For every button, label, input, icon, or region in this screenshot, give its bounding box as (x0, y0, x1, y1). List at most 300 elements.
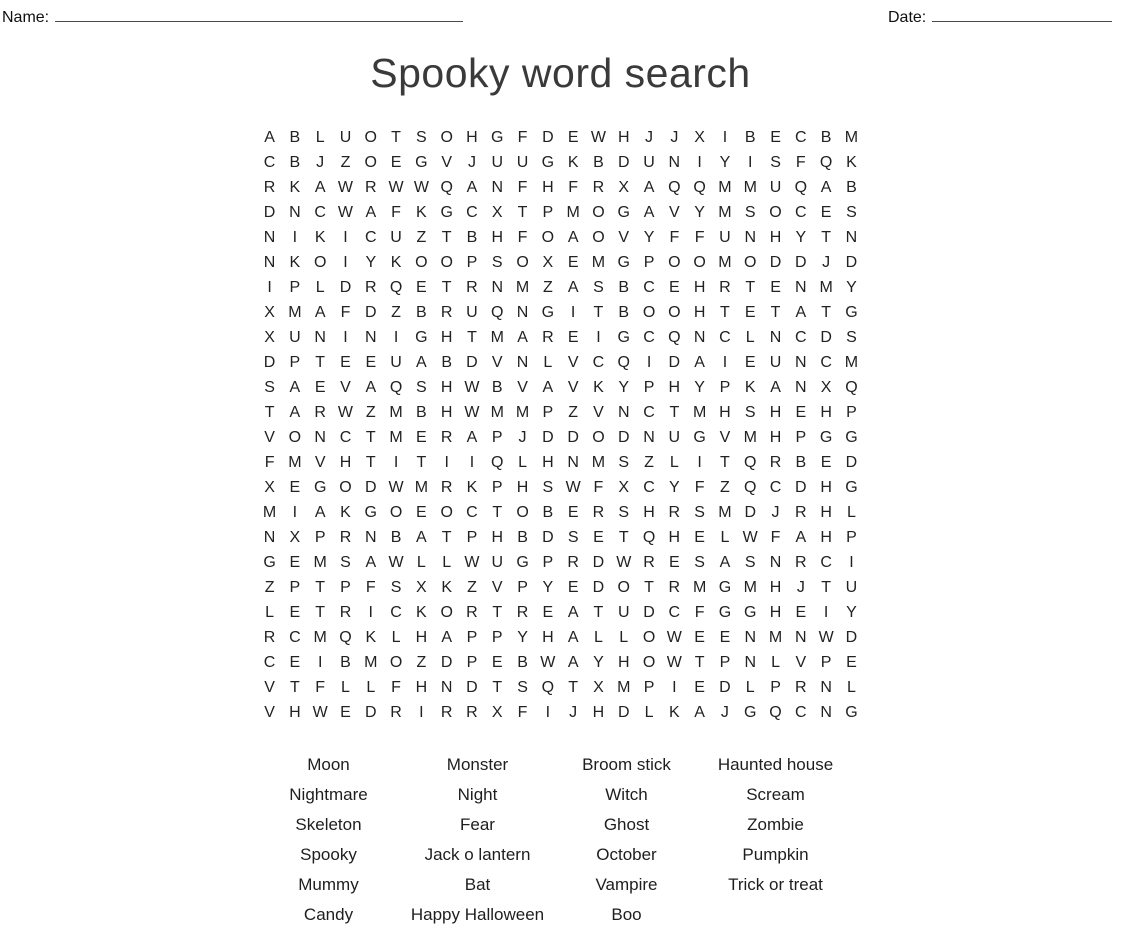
grid-letter: E (820, 203, 832, 221)
grid-letter: G (415, 328, 428, 346)
grid-letter: N (263, 253, 276, 271)
grid-letter: P (466, 528, 478, 546)
grid-letter: C (643, 328, 655, 346)
grid-letter: T (669, 403, 680, 421)
grid-letter: I (444, 453, 449, 471)
word-list-item: Candy (303, 905, 354, 924)
grid-letter: T (517, 203, 528, 221)
grid-letter: W (565, 478, 581, 496)
grid-letter: O (364, 128, 377, 146)
grid-letter: D (263, 203, 276, 221)
grid-letter: C (795, 203, 807, 221)
grid-letter: Y (846, 278, 857, 296)
grid-letter: N (364, 528, 377, 546)
grid-letter: D (364, 478, 377, 496)
grid-letter: F (315, 678, 326, 696)
grid-letter: E (846, 653, 857, 671)
grid-letter: X (694, 128, 705, 146)
grid-letter: C (820, 553, 832, 571)
grid-letter: M (414, 478, 429, 496)
grid-letter: H (693, 303, 706, 321)
grid-letter: S (744, 203, 756, 221)
grid-letter: X (491, 203, 503, 221)
grid-letter: W (337, 178, 354, 196)
grid-letter: J (822, 253, 831, 271)
grid-letter: U (516, 153, 529, 171)
grid-letter: I (646, 353, 652, 371)
grid-letter: R (592, 503, 605, 521)
word-list-item: Haunted house (717, 755, 834, 774)
grid-letter: W (666, 653, 682, 671)
grid-letter: S (744, 553, 756, 571)
grid-letter: X (264, 303, 275, 321)
grid-letter: E (719, 628, 731, 646)
grid-letter: D (339, 278, 352, 296)
grid-letter: M (718, 178, 732, 196)
grid-letter: M (364, 653, 378, 671)
grid-letter: H (491, 528, 504, 546)
grid-letter: P (846, 528, 857, 546)
grid-letter: D (820, 328, 832, 346)
grid-letter: T (568, 678, 579, 696)
grid-letter: Z (416, 653, 427, 671)
grid-letter: Y (542, 578, 554, 596)
grid-letter: F (517, 228, 528, 246)
grid-letter: O (693, 253, 706, 271)
grid-letter: H (542, 178, 554, 196)
word-list-item: Happy Halloween (410, 905, 545, 924)
grid-letter: F (669, 228, 680, 246)
word-list-item: Zombie (747, 815, 804, 834)
grid-letter: T (441, 228, 452, 246)
grid-letter: D (592, 578, 605, 596)
grid-letter: Y (618, 378, 630, 396)
grid-letter: C (263, 653, 276, 671)
grid-letter: I (292, 228, 298, 246)
grid-letter: R (339, 603, 352, 621)
grid-letter: Q (769, 703, 782, 721)
word-list-item: Broom stick (582, 755, 671, 774)
word-list-item: Jack o lantern (424, 845, 531, 864)
grid-letter: Q (845, 378, 858, 396)
date-label: Date: (888, 9, 927, 26)
grid-letter: O (668, 253, 681, 271)
grid-letter: S (416, 378, 427, 396)
grid-letter: I (545, 703, 551, 721)
grid-letter: E (289, 478, 301, 496)
grid-letter: D (364, 303, 377, 321)
grid-letter: X (820, 378, 832, 396)
grid-letter: O (642, 653, 656, 671)
grid-letter: S (542, 478, 554, 496)
grid-letter: H (339, 453, 352, 471)
grid-letter: S (264, 378, 275, 396)
grid-letter: W (388, 178, 404, 196)
grid-letter: T (391, 128, 401, 146)
grid-letter: R (440, 703, 453, 721)
grid-letter: T (315, 603, 326, 621)
grid-letter: O (541, 228, 555, 246)
grid-letter: G (845, 428, 858, 446)
grid-letter: J (796, 578, 805, 596)
grid-letter: N (820, 703, 832, 721)
grid-letter: F (264, 453, 275, 471)
grid-letter: H (668, 378, 681, 396)
grid-letter: M (490, 328, 504, 346)
grid-letter: H (769, 578, 782, 596)
grid-letter: C (466, 503, 478, 521)
grid-letter: T (821, 228, 831, 246)
grid-letter: W (464, 553, 480, 571)
grid-letter: R (719, 278, 731, 296)
grid-letter: F (517, 703, 528, 721)
grid-letter: N (769, 553, 782, 571)
grid-letter: H (820, 403, 832, 421)
grid-letter: A (770, 378, 781, 396)
worksheet-header (0, 5, 1121, 29)
word-list-row (254, 750, 850, 780)
grid-letter: L (771, 653, 780, 671)
grid-letter: A (365, 203, 377, 221)
grid-letter: E (416, 278, 427, 296)
grid-letter: P (770, 678, 781, 696)
grid-letter: Q (491, 453, 504, 471)
word-list-item: Skeleton (295, 815, 362, 834)
grid-letter: X (264, 478, 275, 496)
grid-letter: W (464, 378, 480, 396)
grid-letter: A (694, 703, 705, 721)
grid-letter: C (795, 128, 807, 146)
grid-letter: F (694, 228, 705, 246)
grid-letter: O (744, 253, 757, 271)
grid-letter: T (618, 528, 629, 546)
grid-letter: R (314, 403, 326, 421)
grid-letter: U (390, 228, 402, 246)
grid-letter: G (744, 703, 757, 721)
grid-letter: G (718, 578, 732, 596)
grid-letter: R (263, 628, 276, 646)
grid-letter: A (643, 203, 655, 221)
grid-letter: F (568, 178, 579, 196)
grid-letter: D (744, 503, 756, 521)
grid-letter: V (567, 353, 579, 371)
grid-letter: X (542, 253, 554, 271)
grid-letter: W (540, 653, 556, 671)
grid-letter: P (643, 253, 655, 271)
grid-letter: V (314, 453, 326, 471)
grid-letter: N (744, 228, 756, 246)
grid-letter: U (339, 128, 352, 146)
grid-letter: E (365, 353, 377, 371)
grid-letter: P (643, 378, 655, 396)
grid-letter: K (466, 478, 478, 496)
grid-letter: Q (668, 178, 681, 196)
grid-letter: L (846, 678, 856, 696)
grid-letter: D (795, 253, 807, 271)
grid-letter: E (567, 328, 579, 346)
grid-letter: D (466, 353, 478, 371)
grid-row (257, 550, 864, 575)
grid-letter: I (343, 253, 348, 271)
grid-letter: T (315, 353, 326, 371)
grid-letter: G (491, 128, 504, 146)
grid-letter: R (592, 178, 605, 196)
grid-letter: Z (467, 578, 477, 596)
word-list (254, 750, 850, 930)
grid-letter: A (314, 503, 326, 521)
grid-letter: W (590, 128, 606, 146)
grid-letter: V (618, 228, 630, 246)
grid-letter: A (643, 178, 655, 196)
grid-letter: A (264, 128, 275, 146)
grid-letter: R (364, 278, 377, 296)
grid-letter: A (314, 303, 326, 321)
grid-letter: E (289, 653, 301, 671)
grid-row (257, 650, 864, 675)
grid-letter: P (491, 428, 503, 446)
grid-letter: A (517, 328, 528, 346)
grid-letter: M (844, 128, 859, 146)
grid-letter: G (541, 153, 555, 171)
grid-letter: F (391, 203, 401, 221)
word-list-item: Vampire (595, 875, 658, 894)
grid-letter: Q (440, 178, 453, 196)
grid-letter: L (745, 678, 755, 696)
grid-letter: M (718, 253, 732, 271)
grid-letter: C (263, 153, 276, 171)
grid-letter: E (694, 678, 705, 696)
grid-letter: R (339, 528, 352, 546)
grid-letter: Z (568, 403, 579, 421)
grid-letter: O (339, 478, 352, 496)
grid-letter: O (440, 128, 453, 146)
grid-letter: B (517, 528, 528, 546)
grid-letter: W (388, 553, 404, 571)
grid-letter: Z (264, 578, 275, 596)
grid-letter: L (518, 453, 527, 471)
grid-letter: M (591, 253, 606, 271)
grid-letter: K (593, 378, 604, 396)
grid-letter: J (670, 128, 679, 146)
grid-letter: W (388, 478, 404, 496)
grid-letter: P (466, 253, 478, 271)
grid-letter: F (795, 153, 806, 171)
grid-letter: X (618, 478, 630, 496)
grid-letter: N (744, 653, 756, 671)
grid-letter: U (769, 178, 782, 196)
grid-letter: R (795, 678, 807, 696)
grid-letter: F (517, 128, 528, 146)
grid-letter: E (491, 653, 503, 671)
grid-letter: Y (694, 203, 705, 221)
grid-letter: R (466, 603, 478, 621)
grid-letter: K (669, 703, 680, 721)
grid-letter: P (846, 403, 857, 421)
grid-letter: U (491, 153, 504, 171)
grid-letter: C (795, 328, 807, 346)
grid-letter: I (393, 453, 399, 471)
grid-letter: E (567, 578, 579, 596)
grid-letter: H (440, 403, 453, 421)
grid-letter: R (466, 278, 478, 296)
grid-letter: I (849, 553, 854, 571)
grid-letter: M (515, 403, 530, 421)
grid-letter: S (770, 153, 781, 171)
grid-letter: G (440, 203, 453, 221)
grid-letter: Y (643, 228, 655, 246)
grid-row (257, 425, 864, 450)
grid-letter: D (643, 603, 655, 621)
grid-letter: N (617, 403, 630, 421)
grid-letter: K (289, 253, 301, 271)
grid-letter: U (668, 428, 681, 446)
grid-letter: D (617, 428, 630, 446)
grid-letter: X (289, 528, 301, 546)
grid-letter: O (440, 503, 453, 521)
grid-letter: P (491, 628, 503, 646)
grid-letter: E (416, 503, 427, 521)
grid-letter: F (694, 603, 705, 621)
grid-letter: P (719, 653, 731, 671)
grid-letter: O (642, 303, 656, 321)
grid-letter: W (742, 528, 758, 546)
grid-letter: M (288, 453, 302, 471)
grid-letter: S (846, 328, 857, 346)
grid-letter: A (567, 603, 579, 621)
grid-row (257, 175, 864, 200)
grid-letter: H (769, 228, 782, 246)
grid-letter: I (823, 603, 829, 621)
grid-letter: M (490, 403, 504, 421)
grid-letter: D (617, 153, 630, 171)
grid-letter: C (390, 603, 402, 621)
grid-letter: U (845, 578, 858, 596)
grid-letter: K (441, 578, 452, 596)
grid-letter: E (542, 603, 554, 621)
word-list-empty (701, 900, 850, 930)
grid-letter: N (364, 328, 377, 346)
grid-letter: Z (542, 278, 553, 296)
grid-letter: G (744, 603, 757, 621)
grid-letter: K (365, 628, 377, 646)
grid-letter: T (745, 278, 756, 296)
word-list-row (254, 780, 850, 810)
grid-letter: V (340, 378, 351, 396)
grid-letter: M (718, 503, 732, 521)
grid-letter: I (368, 603, 373, 621)
grid-letter: R (643, 553, 655, 571)
grid-letter: E (593, 528, 604, 546)
grid-letter: P (719, 378, 731, 396)
grid-letter: T (593, 603, 604, 621)
grid-letter: N (440, 678, 453, 696)
grid-letter: P (643, 678, 655, 696)
grid-letter: L (341, 678, 350, 696)
grid-letter: R (440, 428, 453, 446)
grid-letter: G (263, 553, 276, 571)
grid-letter: S (517, 678, 528, 696)
grid-letter: T (821, 578, 831, 596)
word-list-row (254, 900, 850, 930)
grid-letter: H (516, 478, 529, 496)
grid-letter: L (543, 353, 553, 371)
grid-letter: A (416, 528, 427, 546)
grid-letter: B (340, 653, 351, 671)
grid-letter: H (466, 128, 478, 146)
grid-letter: C (364, 228, 377, 246)
grid-row (257, 275, 864, 300)
grid-letter: A (567, 653, 579, 671)
grid-letter: H (289, 703, 301, 721)
grid-letter: O (617, 578, 630, 596)
grid-letter: T (492, 603, 503, 621)
grid-letter: P (542, 203, 554, 221)
grid-letter: B (289, 128, 301, 146)
grid-letter: T (720, 303, 730, 321)
grid-letter: O (389, 653, 403, 671)
grid-letter: Y (593, 653, 604, 671)
grid-letter: B (466, 228, 478, 246)
grid-letter: G (516, 553, 529, 571)
grid-letter: O (642, 628, 656, 646)
grid-row (257, 325, 864, 350)
grid-letter: H (491, 228, 504, 246)
grid-letter: T (821, 303, 831, 321)
grid-letter: H (542, 628, 554, 646)
grid-letter: G (313, 478, 327, 496)
grid-letter: K (846, 153, 857, 171)
grid-letter: T (441, 528, 452, 546)
grid-letter: V (669, 203, 680, 221)
grid-letter: V (517, 378, 528, 396)
grid-letter: A (795, 528, 807, 546)
grid-letter: N (668, 153, 681, 171)
grid-letter: H (820, 503, 832, 521)
grid-letter: D (592, 553, 605, 571)
grid-letter: I (748, 153, 753, 171)
grid-letter: F (365, 578, 376, 596)
grid-letter: Q (744, 453, 757, 471)
grid-letter: Q (693, 178, 706, 196)
word-list-item: Nightmare (289, 785, 368, 804)
grid-letter: K (289, 178, 301, 196)
grid-letter: D (845, 453, 858, 471)
grid-letter: X (618, 178, 630, 196)
grid-letter: L (644, 703, 654, 721)
grid-letter: V (719, 428, 731, 446)
grid-letter: R (390, 703, 402, 721)
grid-letter: O (592, 428, 605, 446)
grid-letter: R (516, 603, 529, 621)
grid-letter: W (312, 703, 328, 721)
grid-letter: E (289, 603, 301, 621)
grid-letter: D (719, 678, 731, 696)
grid-letter: J (518, 428, 527, 446)
grid-letter: B (441, 353, 452, 371)
grid-letter: I (267, 278, 272, 296)
grid-letter: L (416, 553, 426, 571)
grid-letter: O (313, 253, 327, 271)
grid-letter: H (769, 603, 782, 621)
grid-row (257, 575, 864, 600)
date-field (888, 5, 1112, 27)
grid-letter: C (643, 478, 655, 496)
grid-letter: D (263, 353, 276, 371)
grid-letter: A (567, 628, 579, 646)
grid-letter: P (466, 653, 478, 671)
grid-letter: M (819, 278, 833, 296)
grid-letter: C (592, 353, 605, 371)
